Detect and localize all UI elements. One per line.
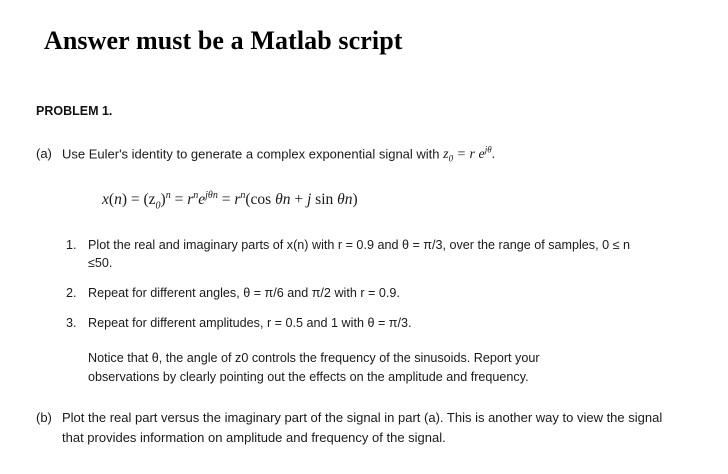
part-b-label: (b) [36,410,52,426]
eq-term2-e: e [198,191,206,209]
eq-term3-theta-n: θn [275,191,291,209]
eq-term2-sup: n [193,190,199,202]
eq-term3-theta-n2: θn [337,191,353,209]
part-a-intro-text [62,144,692,166]
part-a-steps-list [36,236,692,333]
list-item [66,314,692,332]
part-a-notice: Notice that θ, the angle of z0 controls the frequency of the sinusoids. Report your observations by clearly pointing out the effects on the amplitude and frequency. [88,350,540,384]
eq-term1-sub: 0 [155,200,161,212]
eq-term3-close: ) [352,191,358,209]
main-equation [102,188,692,213]
eq-term1-close: ) [160,191,166,209]
step-number: 2. [66,286,77,301]
formula-equals-re: = r e [453,147,485,163]
eq-x: x [102,191,109,209]
part-a-block [36,144,692,386]
part-b-text: Plot the real part versus the imaginary part of the signal in part (a). This is another way to view the signal that provides information on amplitude and frequency of the signal. [62,410,663,445]
eq-term1-sup: n [165,190,171,202]
eq-n: n [114,191,122,209]
problem-heading: PROBLEM 1. [36,104,113,118]
step-text: Repeat for different angles, θ = π/6 and π/2 with r = 0.9. [88,286,400,301]
formula-z-subscript: 0 [448,153,454,164]
eq-term3-sup: n [240,190,246,202]
eq-term3-plus: + [290,191,307,209]
eq-open-paren: ( [108,191,115,209]
part-a-inline-formula [443,145,496,164]
eq-equals-3: = [217,191,235,209]
eq-term3-cos: (cos [245,191,276,209]
formula-z: z [443,147,449,163]
eq-term2-r: r [187,191,194,209]
part-a-intro-row [36,144,692,166]
eq-term3-j: j [306,191,312,209]
step-text: Repeat for different amplitudes, r = 0.5 and 1 with θ = π/3. [88,316,412,331]
eq-equals-1: = [126,191,144,209]
eq-equals-2: = [170,191,188,209]
list-item [66,284,692,302]
formula-exponent: jθ [484,145,492,155]
part-b-block [36,408,692,447]
step-text: Plot the real and imaginary parts of x(n) with r = 0.9 and θ = π/3, over the range of samples, 0 ≤ n ≤50. [88,237,631,270]
formula-period: . [491,146,496,162]
step-number: 1. [66,237,77,252]
eq-term3-sin: sin [311,191,338,209]
eq-term1-open: (z [143,191,156,209]
eq-term3-r: r [234,191,241,209]
part-a-label: (a) [36,146,52,161]
eq-term2-esup: jθn [205,190,218,202]
step-number: 3. [66,316,77,331]
eq-close-paren: ) [121,191,127,209]
list-item [66,236,692,273]
part-a-intro-sentence: Use Euler's identity to generate a complex exponential signal with [62,146,440,162]
page-title: Answer must be a Matlab script [44,26,403,55]
